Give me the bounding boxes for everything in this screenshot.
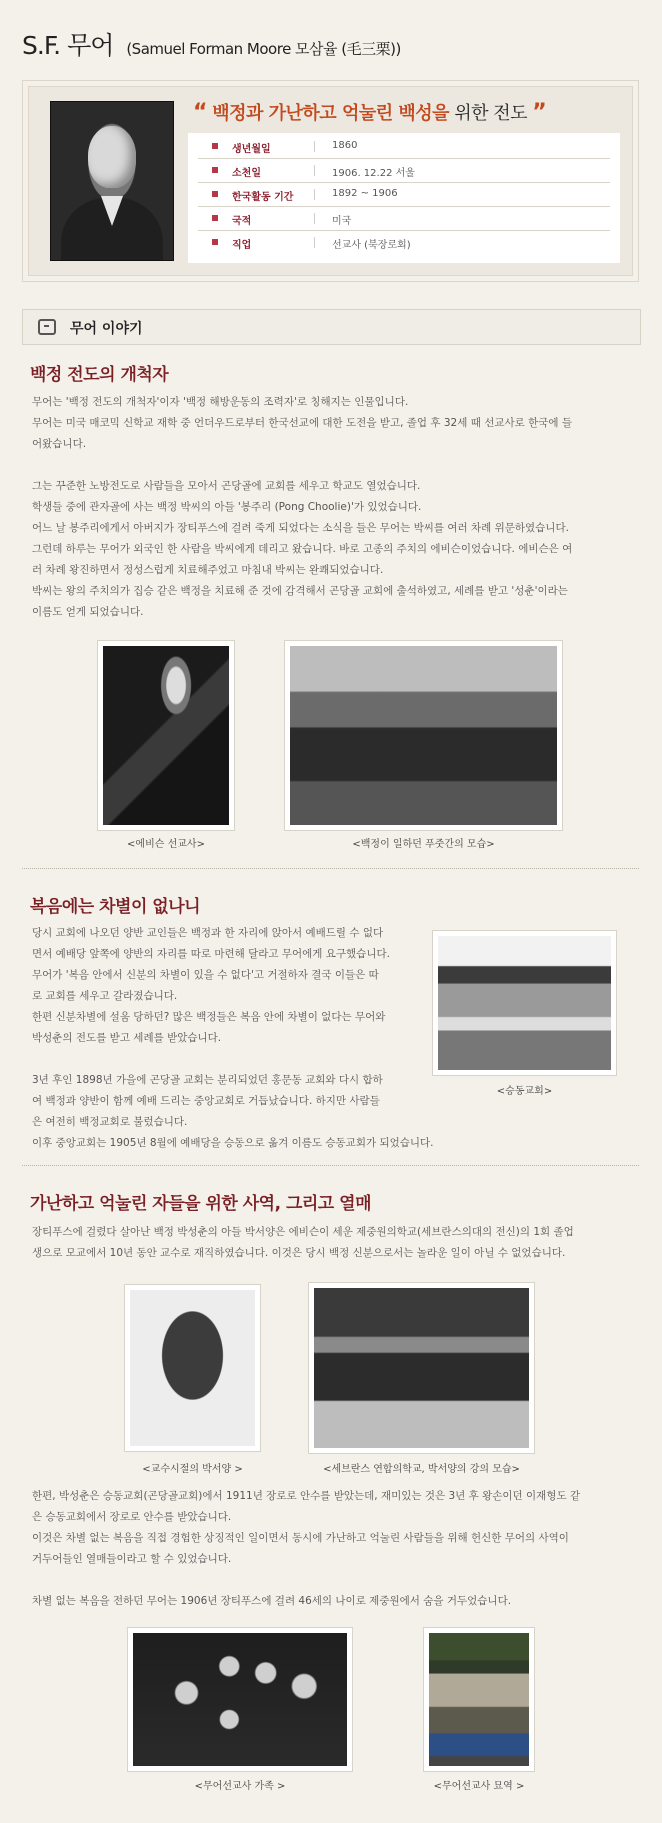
caption-butcher-shop: <백정이 일하던 푸줏간의 모습> <box>352 839 495 850</box>
page-title <box>22 26 401 62</box>
quote-rest: 위한 전도 <box>454 103 528 124</box>
caption-seungdong-church: <승동교회> <box>496 1086 553 1097</box>
caption-moore-grave: <무어선교사 묘역 > <box>433 1781 525 1792</box>
photo-seungdong-church <box>432 930 617 1076</box>
portrait-photo <box>50 101 174 261</box>
section2-heading: 복음에는 차별이 없나니 <box>30 897 201 917</box>
caption-avison: <에비슨 선교사> <box>127 839 205 850</box>
profile-info-table <box>188 133 620 263</box>
caption-severance-lecture: <세브란스 연합의학교, 박서양의 강의 모습> <box>323 1464 520 1475</box>
story-section-bar <box>22 309 641 345</box>
section-divider <box>22 1165 639 1166</box>
story-bar-label: 무어 이야기 <box>70 321 143 337</box>
bullet-icon <box>212 143 218 149</box>
section-divider <box>22 868 639 869</box>
caption-moore-family: <무어선교사 가족 > <box>194 1781 286 1792</box>
photo-severance-lecture <box>308 1282 535 1454</box>
info-row-death: 소천일 1906. 12.22 서울 <box>198 159 610 183</box>
photo-bak-seoyang <box>124 1284 261 1452</box>
info-row-nationality: 국적 미국 <box>198 207 610 231</box>
photo-butcher-shop <box>284 640 563 831</box>
bullet-icon <box>212 167 218 173</box>
section3-text-body: 한편, 박성춘은 승동교회(곤당골교회)에서 1911년 장로로 안수를 받았는데, 재미있는 것은 3년 후 왕손이던 이재형도 같 은 승동교회에서 장로로 안수를 받았습니다. 이것은 차별 없는 복음을 직접 경험한 상징적인 일이면서 동시에 가난하고 억눌린 사람들을 위해 헌신한 무어의 사역이 거두어들인 열매들이라고 할 수 있었습니다. 차별 없는 복음을 전하던 무어는 1906년 장티푸스에 걸려 46세의 나이로 제중원에서 숨을 거두었습니다. <box>32 1490 581 1607</box>
bullet-icon <box>212 215 218 221</box>
info-row-job: 직업 선교사 (북장로회) <box>198 231 610 254</box>
section3-text-intro: 장티푸스에 걸렸다 살아난 백정 박성춘의 아들 박서양은 에비슨이 세운 제중원의학교(세브란스의대의 전신)의 1회 졸업 생으로 모교에서 10년 동안 교수로 재직하였습니다. 이것은 당시 백정 신분으로서는 놀라운 일이 아닐 수 없었습니다. <box>32 1226 574 1259</box>
info-row-birth: 생년월일 1860 <box>198 135 610 159</box>
title-name: S.F. 무어 <box>22 31 114 60</box>
section1-heading: 백정 전도의 개척자 <box>30 365 169 385</box>
quote-highlight: 백정과 가난하고 억눌린 백성을 <box>212 103 450 124</box>
section2-text: 당시 교회에 나오던 양반 교인들은 백정과 한 자리에 앉아서 예배드릴 수 없다 면서 예배당 앞쪽에 양반의 자리를 따로 마련해 달라고 무어에게 요구했습니다. 무어가 '복음 안에서 신분의 차별이 있을 수 없다'고 거절하자 결국 이들은 따 로 교회를 세우고 갈라졌습니다. 한편 신분차별에 설움 당하던? 많은 백정들은 복음 안에 차별이 없다는 무어와 박성춘의 전도를 받고 세례를 받았습니다. 3년 후인 1898년 가을에 곤당골 교회는 분리되었던 홍문동 교회와 다시 합하 여 백정과 양반이 함께 예배 드리는 중앙교회로 거듭났습니다. 하지만 사람들 은 여전히 백정교회로 불렀습니다. 이후 중앙교회는 1905년 8월에 예배당을 승동으로 옮겨 이름도 승동교회가 되었습니다. <box>32 927 434 1149</box>
profile-box <box>22 80 639 282</box>
photo-moore-grave <box>423 1627 535 1772</box>
info-row-period: 한국활동 기간 1892 ~ 1906 <box>198 183 610 207</box>
section1-text: 무어는 '백정 전도의 개척자'이자 '백정 해방운동의 조력자'로 칭해지는 인물입니다. 무어는 미국 매코믹 신학교 재학 중 언더우드로부터 한국선교에 대한 도전을 받고, 졸업 후 32세 때 선교사로 한국에 들 어왔습니다. 그는 꾸준한 노방전도로 사람들을 모아서 곤당골에 교회를 세우고 학교도 열었습니다. 학생들 중에 관자골에 사는 백정 박씨의 아들 '봉주리 (Pong Choolie)'가 있었습니다. 어느 날 봉주리에게서 아버지가 장티푸스에 걸려 죽게 되었다는 소식을 들은 무어는 박씨를 여러 차례 위문하였습니다. 그런데 하루는 무어가 외국인 한 사람을 박씨에게 데리고 왔습니다. 바로 고종의 주치의 에비슨이었습니다. 에비슨은 여 러 차례 왕진하면서 정성스럽게 치료해주었고 마침내 박씨는 완쾌되었습니다. 박씨는 왕의 주치의가 집승 같은 백정을 치료해 준 것에 감격해서 곤당골 교회에 출석하였고, 세례를 받고 '성춘'이라는 이름도 얻게 되었습니다. <box>32 396 573 618</box>
title-subtitle: (Samuel Forman Moore 모삼율 (毛三栗)) <box>126 40 401 58</box>
bullet-icon <box>212 239 218 245</box>
profile-quote: “ 백정과 가난하고 억눌린 백성을 위한 전도 ” <box>193 100 547 125</box>
bullet-icon <box>212 191 218 197</box>
photo-moore-family <box>127 1627 353 1772</box>
section3-heading: 가난하고 억눌린 자들을 위한 사역, 그리고 열매 <box>30 1194 371 1214</box>
speech-bubble-icon <box>38 319 56 335</box>
photo-avison <box>97 640 235 831</box>
caption-bak-seoyang: <교수시절의 박서양 > <box>142 1464 243 1475</box>
